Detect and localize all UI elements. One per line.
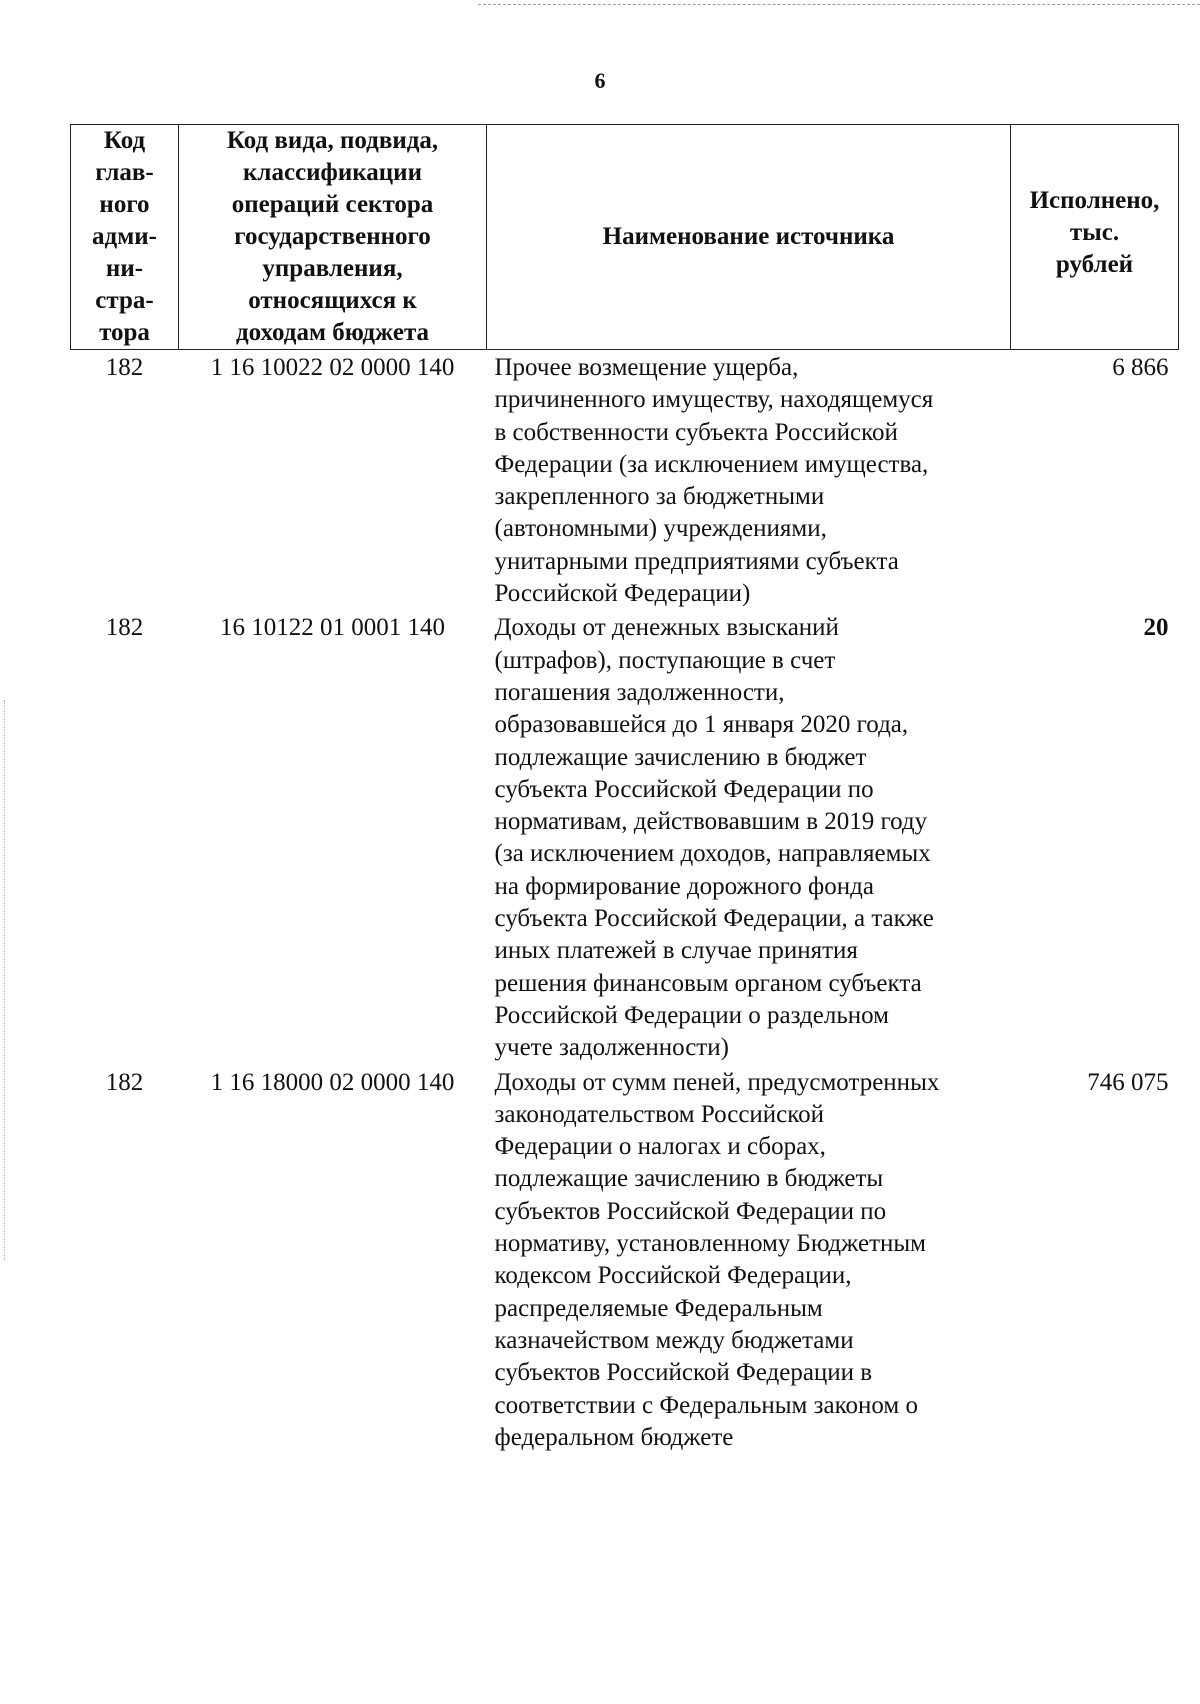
header-text-line: тора <box>99 319 150 346</box>
name-line: субъектов Российской Федерации в <box>494 1359 873 1387</box>
name-line: субъекта Российской Федерации, а также <box>494 905 934 933</box>
header-text-line: Исполнено, <box>1029 187 1160 214</box>
name-line: на формирование дорожного фонда <box>494 872 874 900</box>
revenue-table <box>70 124 1179 1454</box>
name-line: закрепленного за бюджетными <box>494 483 825 511</box>
header-text-line: управления, <box>262 255 403 282</box>
cell-amount: 746 075 <box>1087 1068 1169 1096</box>
header-text-line: рублей <box>1055 251 1134 278</box>
name-line: образовавшейся до 1 января 2020 года, <box>494 711 909 739</box>
name-line: субъекта Российской Федерации по <box>494 775 874 803</box>
header-source-name: Наименование источника <box>487 125 1011 350</box>
name-line: нормативу, установленному Бюджетным <box>494 1230 926 1258</box>
name-line: подлежащие зачислению в бюджеты <box>494 1165 884 1193</box>
table-row <box>71 350 1179 611</box>
name-line: иных платежей в случае принятия <box>494 937 858 965</box>
name-line: казначейством между бюджетами <box>494 1326 854 1354</box>
name-line: Доходы от денежных взысканий <box>494 614 839 642</box>
scan-edge-mark <box>4 700 5 1260</box>
table-row <box>71 1065 1179 1455</box>
name-line: (автономными) учреждениями, <box>494 515 827 543</box>
name-line: Российской Федерации) <box>494 580 751 608</box>
name-line: решения финансовым органом субъекта <box>494 969 922 997</box>
table-row <box>71 610 1179 1064</box>
cell-admin-code: 182 <box>105 354 144 381</box>
name-line: субъектов Российской Федерации по <box>494 1197 887 1225</box>
name-line: нормативам, действовавшим в 2019 году <box>494 808 928 836</box>
header-text-line: операций сектора <box>231 191 434 218</box>
cell-amount: 20 <box>1143 614 1169 642</box>
header-text-line: Код <box>103 127 146 154</box>
name-line: соответствии с Федеральным законом о <box>494 1391 918 1419</box>
header-admin-code <box>71 125 179 350</box>
header-text-line: доходам бюджета <box>235 319 430 346</box>
header-text-line: классификации <box>243 159 422 186</box>
name-line: (штрафов), поступающие в счет <box>494 646 836 674</box>
name-line: Прочее возмещение ущерба, <box>494 354 799 381</box>
cell-amount: 6 866 <box>1112 354 1169 381</box>
cell-classification-code: 1 16 18000 02 0000 140 <box>210 1068 455 1096</box>
cell-source-name <box>487 1065 1011 1455</box>
name-line: федеральном бюджете <box>494 1423 734 1451</box>
header-text-line: Код вида, подвида, <box>226 127 439 154</box>
name-line: Российской Федерации о раздельном <box>494 1001 889 1029</box>
name-line: подлежащие зачислению в бюджет <box>494 743 867 771</box>
name-line: Доходы от сумм пеней, предусмотренных <box>494 1068 940 1096</box>
name-line: законодательством Российской <box>494 1100 825 1128</box>
header-text-line: государственного <box>234 223 431 250</box>
header-text-line: ного <box>99 191 150 218</box>
cell-classification-code: 1 16 10022 02 0000 140 <box>210 354 455 381</box>
header-text-line: стра- <box>95 287 154 314</box>
header-executed <box>1011 125 1179 350</box>
table-body <box>71 350 1179 1455</box>
table-header <box>71 125 1179 350</box>
cell-classification-code: 16 10122 01 0001 140 <box>220 614 445 642</box>
header-text-line: ни- <box>105 255 144 282</box>
header-text-line: тыс. <box>1069 219 1120 246</box>
scan-edge-mark <box>478 4 1200 5</box>
header-classification-code <box>179 125 487 350</box>
cell-admin-code: 182 <box>105 614 144 642</box>
header-text-line: глав- <box>95 159 154 186</box>
page-number: 6 <box>594 68 606 93</box>
name-line: учете задолженности) <box>494 1034 729 1062</box>
name-line: распределяемые Федеральным <box>494 1294 823 1322</box>
cell-admin-code: 182 <box>105 1068 144 1096</box>
name-line: кодексом Российской Федерации, <box>494 1262 852 1290</box>
header-text-line: адми- <box>92 223 157 250</box>
header-row <box>71 125 1179 350</box>
name-line: (за исключением доходов, направляемых <box>494 840 931 868</box>
name-line: причиненного имуществу, находящемуся <box>494 386 934 414</box>
cell-source-name <box>487 350 1011 611</box>
name-line: Федерации (за исключением имущества, <box>494 450 929 478</box>
header-text-line: относящихся к <box>248 287 417 314</box>
name-line: в собственности субъекта Российской <box>494 418 898 446</box>
name-line: унитарными предприятиями субъекта <box>494 547 899 575</box>
cell-source-name <box>487 610 1011 1064</box>
name-line: Федерации о налогах и сборах, <box>494 1133 826 1161</box>
name-line: погашения задолженности, <box>494 678 785 706</box>
